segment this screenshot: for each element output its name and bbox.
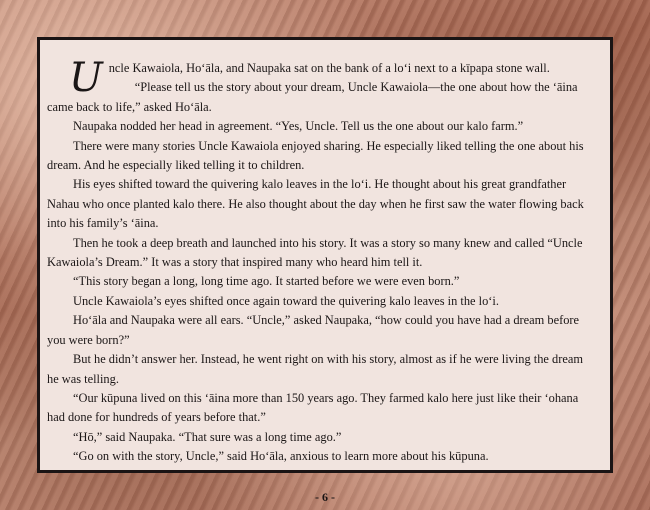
paragraph-2: “Please tell us the story about your dream, Uncle Kawaiola—the one about how the ʻāina came back to life,” asked Hoʻāla. [47, 80, 578, 114]
paragraph-4: There were many stories Uncle Kawaiola enjoyed sharing. He especially liked telling the one about his dream. And he especially liked telling it to children. [47, 138, 584, 173]
paragraph-8: Uncle Kawaiola’s eyes shifted once again toward the quivering kalo leaves in the loʻi. [73, 293, 499, 308]
paragraph-5: His eyes shifted toward the quivering kalo leaves in the loʻi. He thought about his great grandfather Nahau who once planted kalo there. He also thought about the day when he first saw the water flowing back into his family’s ʻāina. [47, 177, 584, 231]
page-number: - 6 - [315, 490, 335, 504]
story-text [47, 55, 595, 467]
paragraph-7: “This story began a long, long time ago. It started before we were even born.” [73, 274, 460, 289]
paragraph-3: Naupaka nodded her head in agreement. “Yes, Uncle. Tell us the one about our kalo farm.” [73, 119, 524, 134]
paragraph-6: Then he took a deep breath and launched into his story. It was a story so many knew and called “Uncle Kawaiola’s Dream.” It was a story that inspired many who heard him tell it. [47, 235, 583, 270]
paragraph-1-text: ncle Kawaiola, Hoʻāla, and Naupaka sat on the bank of a loʻi next to a kīpapa stone wall. [108, 61, 550, 75]
drop-cap: U [69, 55, 103, 101]
paragraph-12: “Hō,” said Naupaka. “That sure was a long time ago.” [73, 429, 342, 444]
paragraph-11: “Our kūpuna lived on this ʻāina more than 150 years ago. They farmed kalo here just like their ʻohana had done for hundreds of years before that.” [47, 390, 579, 425]
paragraph-13: “Go on with the story, Uncle,” said Hoʻāla, anxious to learn more about his kūpuna. [73, 449, 489, 464]
paragraph-10: But he didn’t answer her. Instead, he went right on with his story, almost as if he were living the dream he was telling. [47, 352, 583, 386]
paragraph-9: Hoʻāla and Naupaka were all ears. “Uncle,” asked Naupaka, “how could you have had a dream before you were born?” [47, 313, 580, 347]
